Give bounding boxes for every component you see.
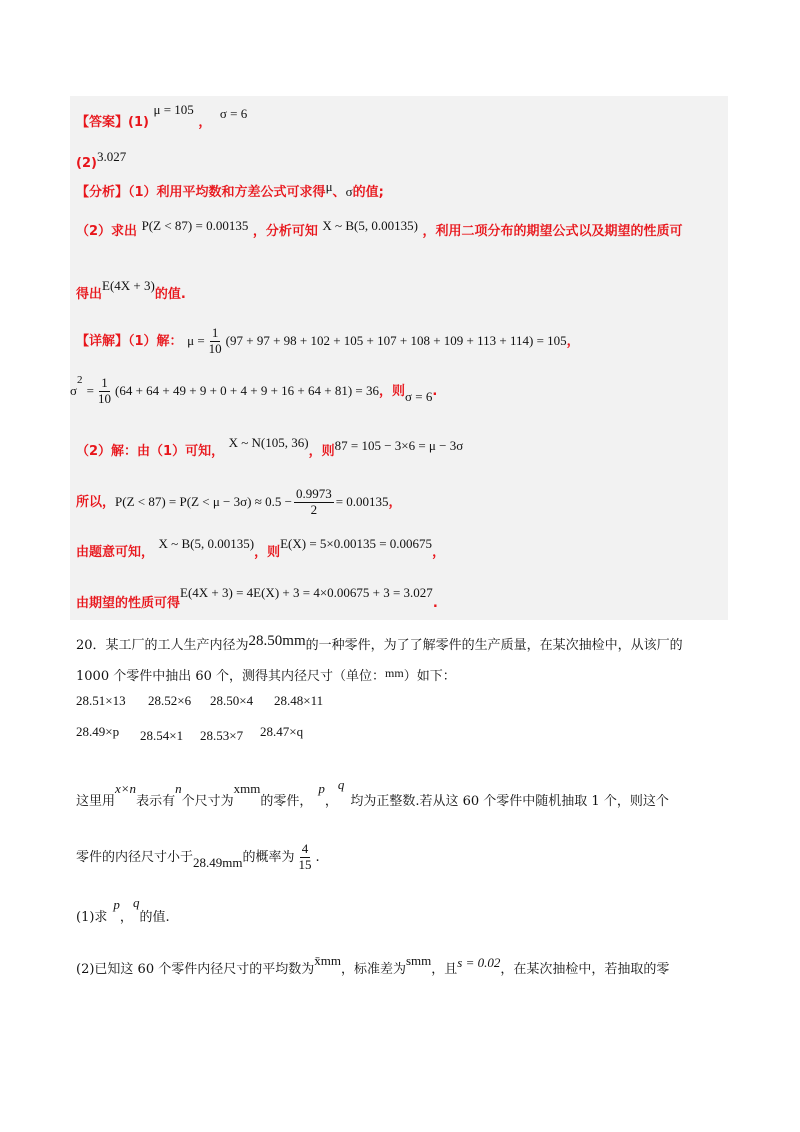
detail-so-num: 0.9973 (295, 486, 332, 501)
q-text-8c: ，且 (431, 962, 458, 977)
detail-mu-num: 1 (211, 325, 219, 340)
analysis-sep: 、 (332, 185, 346, 200)
q-text-7c: 的值. (139, 910, 170, 925)
analysis-text-2a: （2）求出 (76, 224, 138, 239)
q-text-7b: ， (119, 910, 133, 925)
q-text-6a: 零件的内径尺寸小于 (76, 849, 194, 865)
detail-by-ex: E(X) = 5×0.00135 = 0.00675 (280, 536, 433, 551)
q-prob-den: 15 (298, 856, 312, 872)
data-cell: 28.49×p (76, 724, 120, 739)
detail-var-fraction (96, 376, 113, 407)
detail-so-end: = 0.00135 (335, 493, 389, 509)
detail-normal: X ~ N(105, 36) (228, 435, 309, 450)
detail-so-fraction (294, 487, 334, 518)
data-cell: 28.51×13 (76, 693, 126, 708)
q-p: p (318, 781, 325, 796)
detail-line-1 (76, 326, 580, 357)
analysis-end-1: 的值; (352, 185, 384, 200)
q-q-2: q (132, 895, 140, 910)
detail-label: 【详解】 (76, 333, 129, 349)
analysis-line-3 (76, 278, 186, 302)
q-inner-diameter: 28.50mm (248, 633, 306, 649)
data-row-2 (76, 724, 304, 743)
analysis-math-e: E(4X + 3) (102, 278, 155, 293)
detail-sigma6: σ = 6 (405, 388, 433, 404)
q-text-8b: ，标准差为 (340, 962, 406, 977)
data-cell: 28.53×7 (200, 728, 244, 743)
question-line-2 (76, 665, 456, 684)
detail-exp-math: E(4X + 3) = 4E(X) + 3 = 4×0.00675 + 3 = 3.027 (180, 585, 433, 600)
answer-sigma: σ = 6 (219, 106, 248, 121)
detail-mu-rhs: (97 + 97 + 98 + 102 + 105 + 107 + 108 + 109 + 113 + 114) = 105 (225, 332, 567, 348)
q-text-5a: 这里用 (76, 794, 116, 809)
q-text-6b: 的概率为 (242, 849, 295, 865)
q-text-6c: . (315, 849, 320, 865)
q-text-2b: ）如下： (403, 669, 456, 684)
detail-var-exp: 2 (77, 373, 83, 386)
analysis-text-2c: ，利用二项分布的期望公式以及期望的性质可 (422, 224, 683, 239)
answer-label: 【答案】(1) (76, 115, 149, 130)
answer-part2-label: (2) (76, 156, 97, 171)
q-text-5c: 个尺寸为 (181, 794, 234, 809)
detail-mu-fraction (207, 326, 224, 357)
analysis-text-3a: 得出 (76, 287, 103, 302)
answer-mu: μ = 105 (153, 102, 194, 117)
detail-var-den: 10 (98, 390, 111, 406)
q-s-value: s = 0.02 (457, 955, 501, 970)
question-line-1 (76, 634, 683, 654)
detail-by-comma: ， (432, 545, 446, 560)
detail-var-num: 1 (101, 375, 108, 390)
data-cell: 28.52×6 (148, 693, 192, 708)
analysis-text-1: （1）利用平均数和方差公式可求得 (128, 185, 326, 200)
detail-exp-label: 由期望的性质可得 (76, 596, 181, 611)
q-text-5b: 表示有 (136, 794, 176, 809)
analysis-mu: μ (325, 179, 333, 194)
analysis-text-2b: ，分析可知 (252, 224, 318, 239)
q-p-2: p (113, 897, 120, 912)
q-text-5f: 均为正整数.若从这 60 个零件中随机抽取 1 个，则这个 (350, 794, 669, 809)
data-cell: 28.48×11 (274, 693, 324, 708)
detail-final-dot: . (432, 596, 438, 611)
detail-by-binom: X ~ B(5, 0.00135) (158, 536, 255, 551)
q-unit: mm (385, 666, 404, 680)
q-mean: x̄mm (314, 953, 341, 968)
detail-line-5 (76, 536, 446, 560)
question-line-6 (76, 842, 320, 873)
answer-part2-value: 3.027 (96, 149, 127, 164)
q-text-5d: 的零件， (260, 794, 313, 809)
analysis-math-pz: P(Z < 87) = 0.00135 (141, 218, 249, 233)
detail-line-2 (70, 373, 438, 407)
q-text-8a: (2)已知这 60 个零件内径尺寸的平均数为 (76, 962, 315, 977)
detail-var-lhs: σ (70, 382, 78, 398)
detail-dot: . (432, 383, 438, 399)
question-line-5 (76, 777, 669, 809)
detail-so-math: P(Z < 87) = P(Z < μ − 3σ) ≈ 0.5 − (115, 493, 292, 509)
question-line-8 (76, 953, 670, 977)
detail-mu-den: 10 (208, 340, 222, 356)
analysis-text-3b: 的值. (154, 287, 186, 302)
detail-part1: （1）解： (128, 333, 183, 349)
detail-87: 87 = 105 − 3×6 = μ − 3σ (334, 438, 464, 453)
q-threshold: 28.49mm (193, 854, 243, 870)
q-text-8d: ，在某次抽检中，若抽取的零 (500, 962, 670, 977)
q-prob-num: 4 (301, 841, 309, 856)
answer-comma: ， (198, 115, 212, 130)
q-xmm: xmm (233, 781, 261, 796)
detail-comma: ， (566, 333, 580, 349)
analysis-line-1 (76, 181, 384, 200)
q-q: q (337, 777, 345, 792)
q-probability-fraction (297, 842, 314, 873)
detail-part2-then: ，则 (308, 444, 335, 459)
q-std: smm (405, 953, 432, 968)
analysis-line-2 (76, 220, 682, 239)
q-text-1b: 的一种零件，为了了解零件的生产质量，在某次抽检中，从该厂的 (305, 638, 683, 653)
detail-part2: （2）解：由（1）可知， (76, 444, 225, 459)
detail-line-4 (76, 487, 402, 518)
answer-part2 (76, 149, 127, 171)
detail-by-then: ，则 (254, 545, 281, 560)
answer-line (76, 102, 248, 130)
detail-var-rhs: (64 + 64 + 49 + 9 + 0 + 4 + 9 + 16 + 64 + 81) = 36 (115, 382, 379, 398)
detail-mu-lhs: μ = (187, 332, 205, 348)
data-cell: 28.47×q (260, 724, 304, 739)
data-cell: 28.50×4 (210, 693, 254, 708)
detail-then: ，则 (378, 383, 405, 399)
question-line-7 (76, 895, 170, 925)
analysis-label: 【分析】 (76, 185, 129, 200)
detail-so: 所以， (76, 494, 116, 510)
detail-line-3 (76, 435, 464, 459)
q-text-7a: (1)求 (76, 910, 108, 925)
detail-so-den: 2 (310, 501, 318, 517)
q-text-2a: 1000 个零件中抽出 60 个，测得其内径尺寸（单位： (76, 669, 386, 684)
detail-so-comma: ， (388, 494, 402, 510)
q-text-5e: ， (324, 794, 338, 809)
detail-var-eq: = (86, 382, 94, 398)
detail-line-6 (76, 585, 438, 611)
q-xn: x×n (115, 781, 137, 796)
data-cell: 28.54×1 (140, 728, 184, 743)
q-text-1a: 20．某工厂的工人生产内径为 (76, 638, 249, 653)
analysis-math-binom: X ~ B(5, 0.00135) (322, 218, 418, 233)
data-row-1 (76, 693, 323, 709)
analysis-sigma: σ (345, 184, 353, 199)
detail-by-title: 由题意可知， (76, 545, 155, 560)
q-n: n (175, 781, 182, 796)
